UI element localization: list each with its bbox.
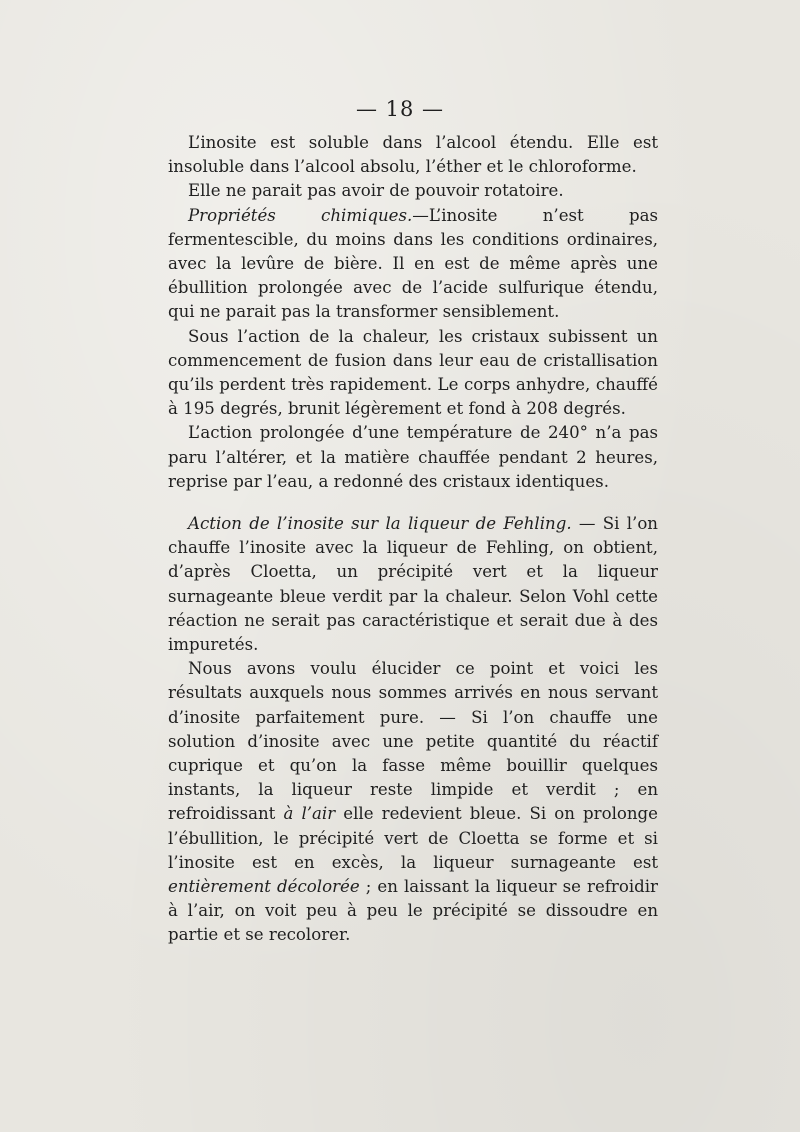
heading-chemical-properties: Propriétés chimiques.	[188, 205, 413, 225]
paragraph-fehling-results	[168, 657, 658, 947]
results-italic-air: à l’air	[283, 804, 336, 824]
paragraph-solubility: L’inosite est soluble dans l’alcool étendu. Elle est insoluble dans l’alcool absolu, l’éther et le chloroforme.	[168, 133, 658, 177]
fehling-intro-text: — Si l’on chauffe l’inosite avec la liqueur de Fehling, on obtient, d’après Cloetta, un précipité vert et la liqueur surnageante bleue verdit par la chaleur. Selon Vohl cette réaction ne serait pas caractéristique et serait due à des impuretés.	[168, 514, 658, 655]
page-number: — 18 —	[355, 97, 445, 121]
results-text-c: ; en laissant la liqueur se refroidir à l’air, on voit peu à peu le précipité se dissoudre en partie et se recolorer.	[168, 877, 658, 945]
results-text-b: elle redevient bleue. Si on prolonge l’ébullition, le précipité vert de Cloetta se forme et si l’inosite est en excès, la liqueur surnageante est	[168, 804, 658, 872]
paragraph-prolonged-heat: L’action prolongée d’une température de 240° n’a pas paru l’altérer, et la matière chauffée pendant 2 heures, reprise par l’eau, a redonné des cristaux identiques.	[168, 423, 658, 491]
heading-fehling-action: Action de l’inosite sur la liqueur de Fehling.	[188, 514, 572, 533]
paragraph-rotatory-power: Elle ne parait pas avoir de pouvoir rotatoire.	[188, 181, 564, 201]
chemical-properties-text: —L’inosite n’est pas fermentescible, du moins dans les conditions ordinaires, avec la levûre de bière. Il en est de même après une ébullition prolongée avec de l’acide sulfurique étendu, qui ne parait pas la transformer sensiblement.	[168, 205, 658, 322]
results-italic-decolored: entièrement décolorée	[168, 877, 360, 897]
section-fehling-reaction	[168, 512, 658, 948]
paragraph-fehling-intro	[168, 512, 658, 657]
paragraph-chemical-properties	[168, 204, 658, 325]
paragraph-heat-action: Sous l’action de la chaleur, les cristaux subissent un commencement de fusion dans leur eau de cristallisation qu’ils perdent très rapidement. Le corps anhydre, chauffé à 195 degrés, brunit légèrement et fond à 208 degrés.	[168, 326, 658, 419]
section-physical-properties	[168, 131, 658, 494]
results-text-a: Nous avons voulu élucider ce point et voici les résultats auxquels nous sommes arrivés en nous servant d’inosite parfaitement pure. — Si l’on chauffe une solution d’inosite avec une petite quantité du réactif cuprique et qu’on la fasse même bouillir quelques instants, la liqueur reste limpide et verdit ; en refroidissant	[168, 659, 658, 824]
